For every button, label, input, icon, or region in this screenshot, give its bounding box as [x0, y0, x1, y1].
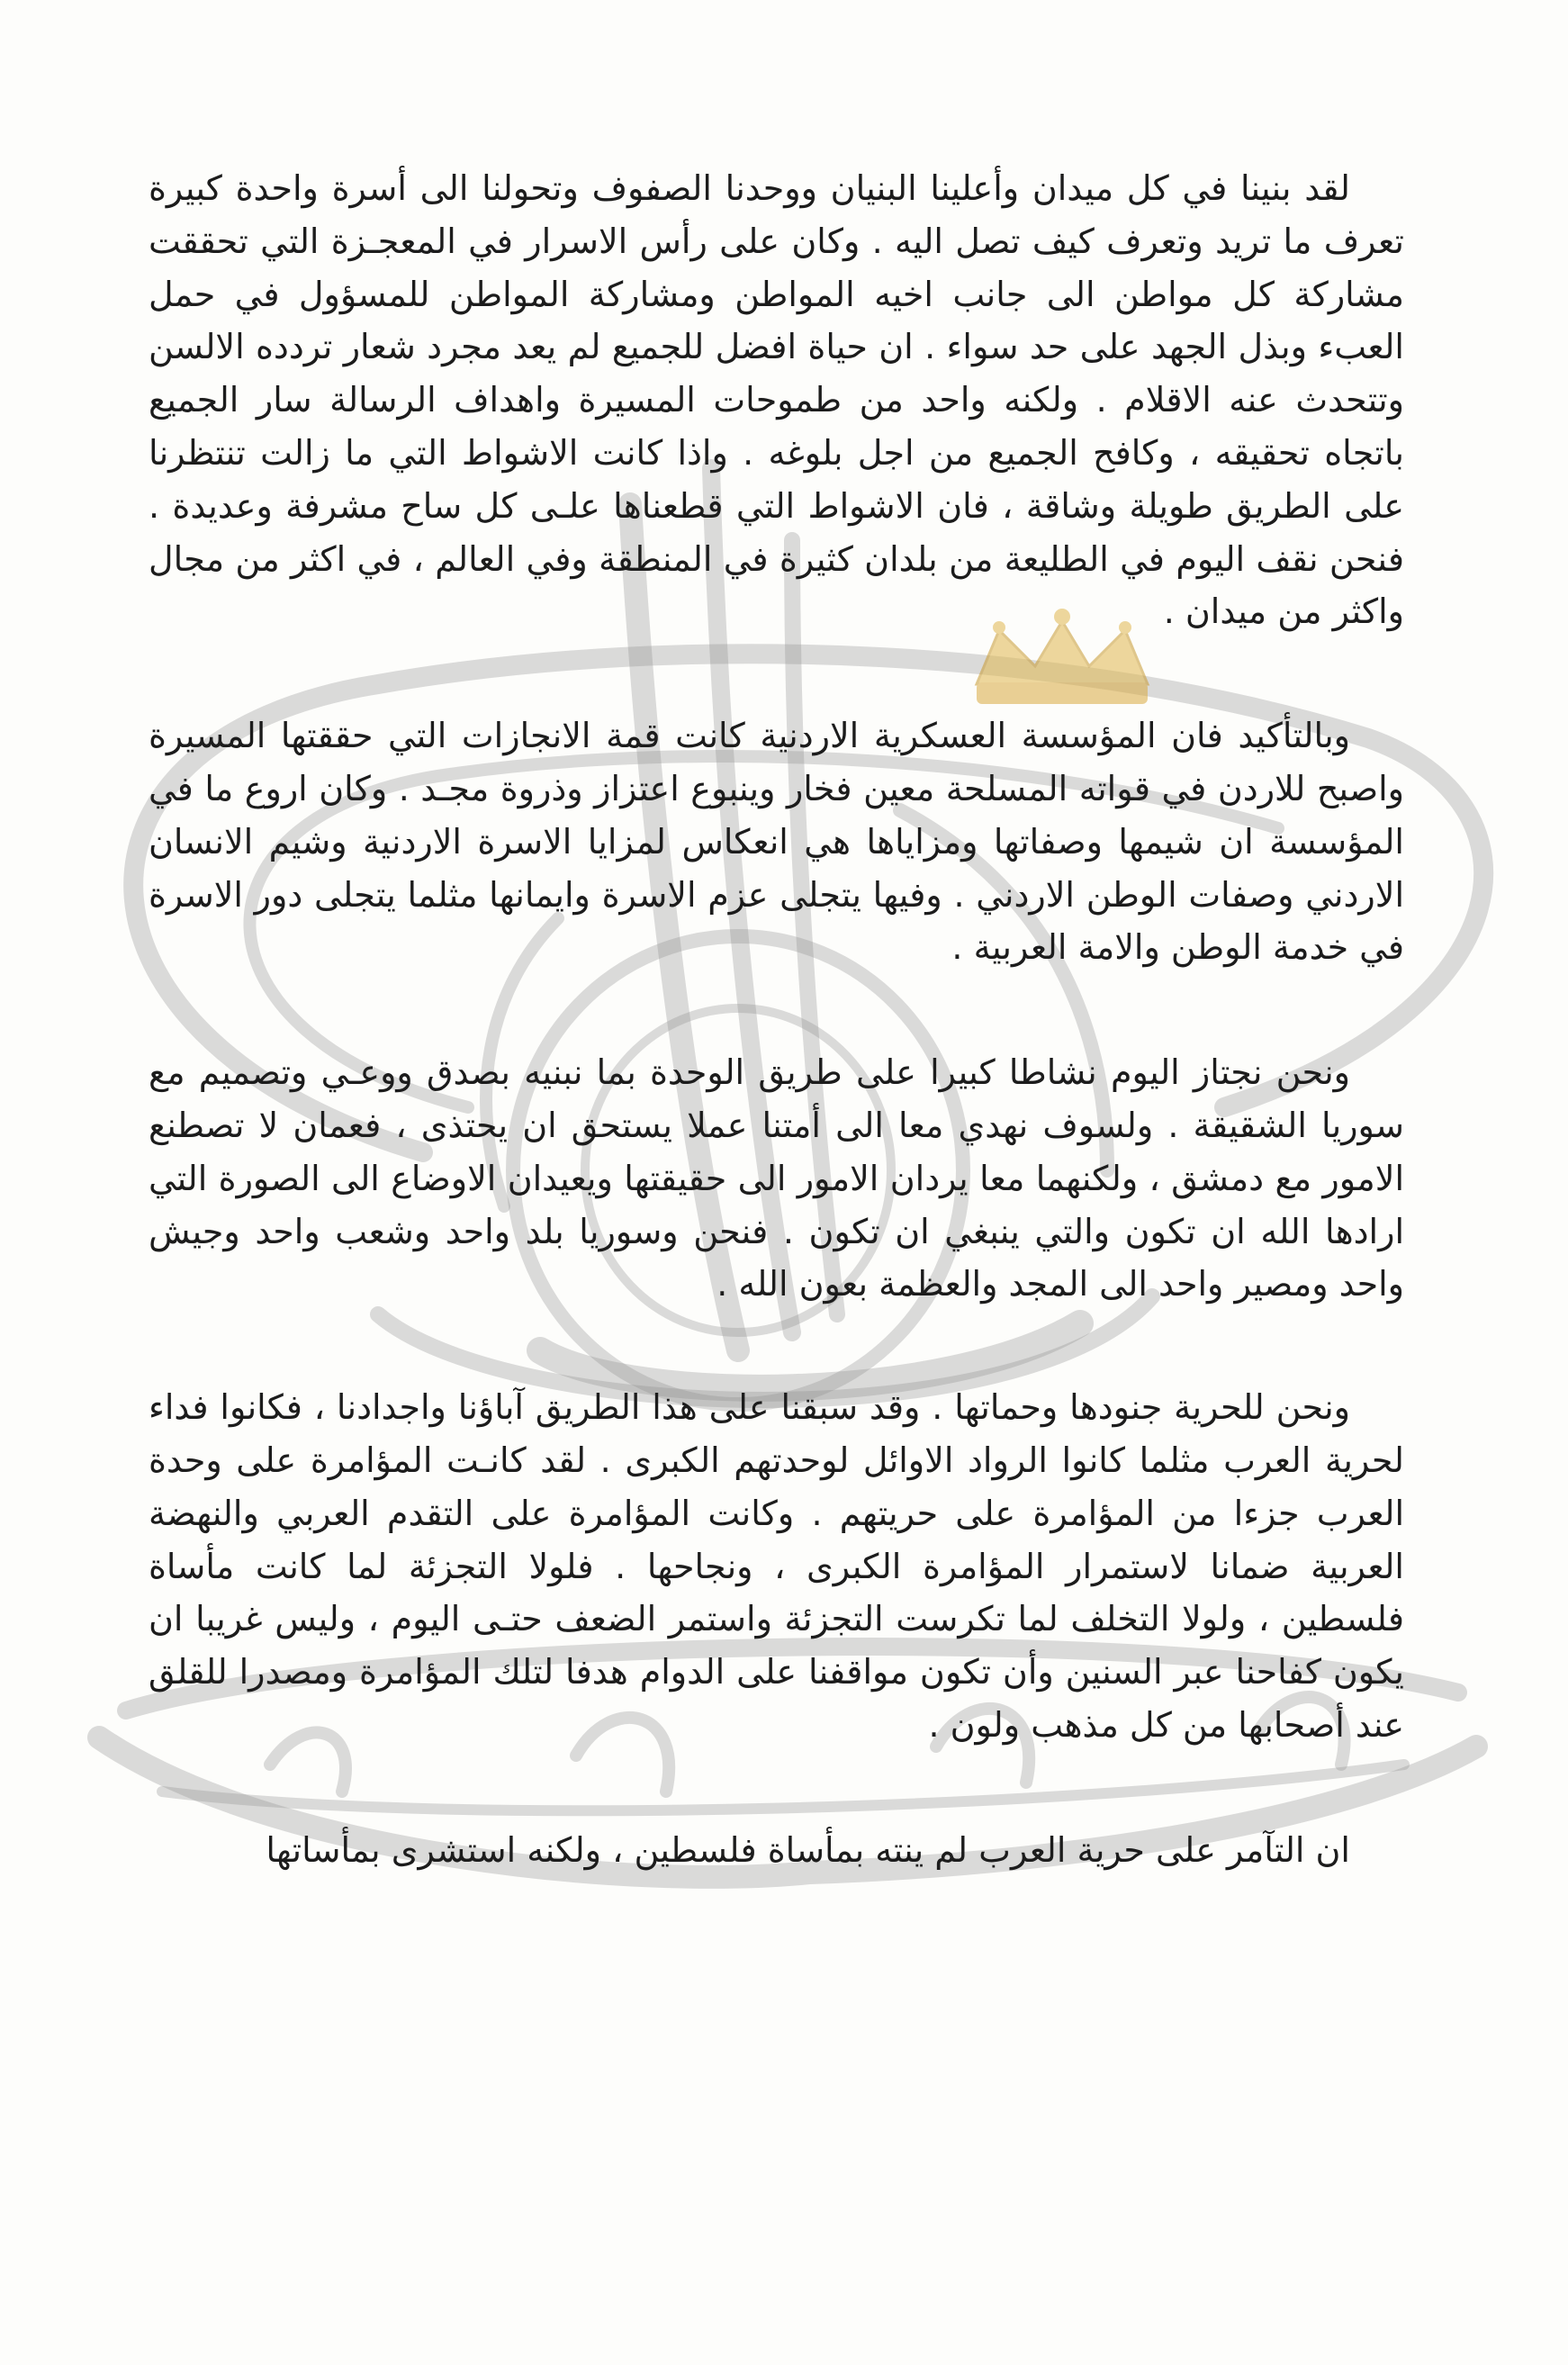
paragraph-3: ونحن نجتاز اليوم نشاطا كبيرا على طريق الوحدة بما نبنيه بصدق ووعـي وتصميم مع سوريا الشقيقة . ولسوف نهدي معا الى أمتنا عملا يستحق ان يحتذى ، فعمان لا تصطنع الامور مع دمشق ، ولكنهما معا يردان الامور الى حقيقتها ويعيدان الاوضاع الى الصورة التي ارادها الله ان تكون والتي ينبغي ان تكون . فنحن وسوريا بلد واحد وشعب واحد وجيش واحد ومصير واحد الى المجد والعظمة بعون الله .	[149, 1052, 1404, 1304]
paragraph-2: وبالتأكيد فان المؤسسة العسكرية الاردنية كانت قمة الانجازات التي حققتها المسيرة واصبح للاردن في قواته المسلحة معين فخار وينبوع اعتزاز وذروة مجـد . وكان اروع ما في المؤسسة ان شيمها وصفاتها ومزاياها هي انعكاس لمزايا الاسرة الاردنية وشيم الانسان الاردني وصفات الوطن الاردني . وفيها يتجلى عزم الاسرة وايمانها مثلما يتجلى دور الاسرة في خدمة الوطن والامة العربية .	[149, 716, 1404, 968]
document-body	[149, 162, 1404, 1877]
paragraph-1: لقد بنينا في كل ميدان وأعلينا البنيان ووحدنا الصفوف وتحولنا الى أسرة واحدة كبيرة تعرف ما تريد وتعرف كيف تصل اليه . وكان على رأس الاسرار في المعجـزة التي تحققت مشاركة كل مواطن الى جانب اخيه المواطن ومشاركة المواطن للمسؤول في حمل العبء وبذل الجهد على حد سواء . ان حياة افضل للجميع لم يعد مجرد شعار تردده الالسن وتتحدث عنه الاقلام . ولكنه واحد من طموحات المسيرة واهداف الرسالة سار الجميع باتجاه تحقيقه ، وكافح الجميع من اجل بلوغه . واذا كانت الاشواط التي ما زالت تنتظرنا على الطريق طويلة وشاقة ، فان الاشواط التي قطعناها علـى كل ساح مشرفة وعديدة . فنحن نقف اليوم في الطليعة من بلدان كثيرة في المنطقة وفي العالم ، في اكثر من مجال واكثر من ميدان .	[149, 168, 1404, 632]
paragraph-4: ونحن للحرية جنودها وحماتها . وقد سبقنا على هذا الطريق آباؤنا واجدادنا ، فكانوا فداء لحرية العرب مثلما كانوا الرواد الاوائل لوحدتهم الكبرى . لقد كانـت المؤامرة على وحدة العرب جزءا من المؤامرة على حريتهم . وكانت المؤامرة على التقدم العربي والنهضة العربية ضمانا لاستمرار المؤامرة الكبرى ، ونجاحها . فلولا التجزئة لما كانت مأساة فلسطين ، ولولا التخلف لما تكرست التجزئة واستمر الضعف حتـى اليوم ، وليس غريبا ان يكون كفاحنا عبر السنين وأن تكون مواقفنا على الدوام هدفا لتلك المؤامرة ومصدرا للقلق عند أصحابها من كل مذهب ولون .	[149, 1387, 1404, 1745]
paragraph-5: ان التآمر على حرية العرب لم ينته بمأساة فلسطين ، ولكنه استشرى بمأساتها	[266, 1829, 1350, 1870]
